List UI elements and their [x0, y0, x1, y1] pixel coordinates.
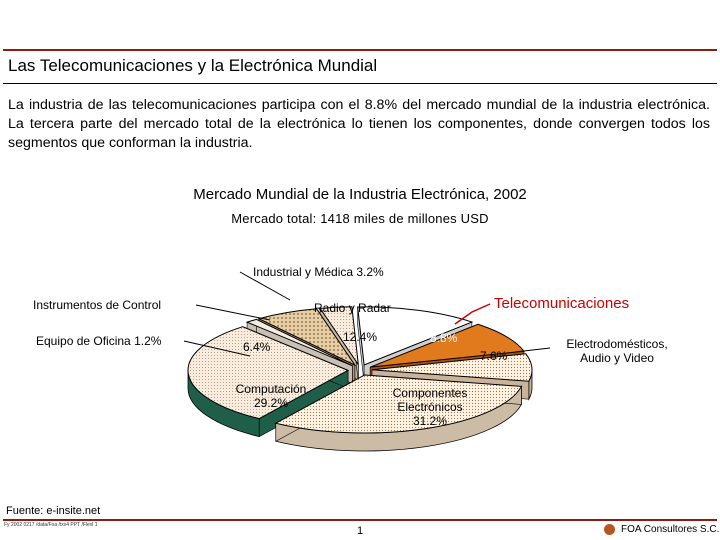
- label-computacion-line2: 29.2%: [253, 396, 289, 410]
- value-instrumentos: 6.4%: [243, 340, 271, 354]
- file-path: Fy 2002 0217 /data/Foa /txx4 PPT /Flexl 1: [4, 522, 98, 528]
- label-radio: Radio y Radar: [314, 301, 391, 315]
- page-title: Las Telecomunicaciones y la Electrónica Mundial: [8, 56, 378, 75]
- label-telecom: Telecomunicaciones: [494, 295, 630, 312]
- label-instrumentos: Instrumentos de Control: [33, 298, 162, 312]
- source-note: Fuente: e-insite.net: [6, 505, 101, 517]
- brand: [604, 524, 719, 535]
- chart-title: Mercado Mundial de la Industria Electrónica, 2002: [193, 186, 527, 203]
- leader-instrumentos: [196, 305, 270, 320]
- page-number: 1: [357, 525, 364, 537]
- value-radio: 12.4%: [343, 330, 378, 344]
- label-oficina: Equipo de Oficina 1.2%: [36, 334, 162, 348]
- label-computacion: [221, 382, 321, 410]
- brand-logo-icon: [604, 524, 615, 535]
- intro-paragraph: La industria de las telecomunicaciones participa con el 8.8% del mercado mundial de la industria electrónica. La tercera parte del mercado total de la electrónica lo tienen los componentes, donde convergen todos los segmentos que conforman la industria.: [8, 97, 710, 151]
- leader-telecom: [455, 304, 490, 324]
- label-electro-line1: Electrodomésticos,: [566, 337, 668, 351]
- label-componentes-line1: Componentes: [392, 386, 468, 400]
- label-electro: [552, 337, 682, 365]
- label-industrial: Industrial y Médica 3.2%: [253, 265, 384, 279]
- brand-name: FOA Consultores S.C.: [621, 524, 720, 535]
- label-computacion-line1: Computación: [235, 382, 307, 396]
- bottom-rule: [3, 519, 717, 521]
- label-componentes-line3: 31.2%: [412, 414, 448, 428]
- value-telecom: 8.8%: [430, 331, 458, 345]
- label-componentes: [380, 386, 480, 428]
- label-componentes-line2: Electrónicos: [397, 400, 463, 414]
- label-electro-line2: Audio y Video: [580, 351, 654, 365]
- chart-subtitle: Mercado total: 1418 miles de millones USD: [231, 211, 489, 226]
- value-electro: 7.6%: [480, 349, 508, 363]
